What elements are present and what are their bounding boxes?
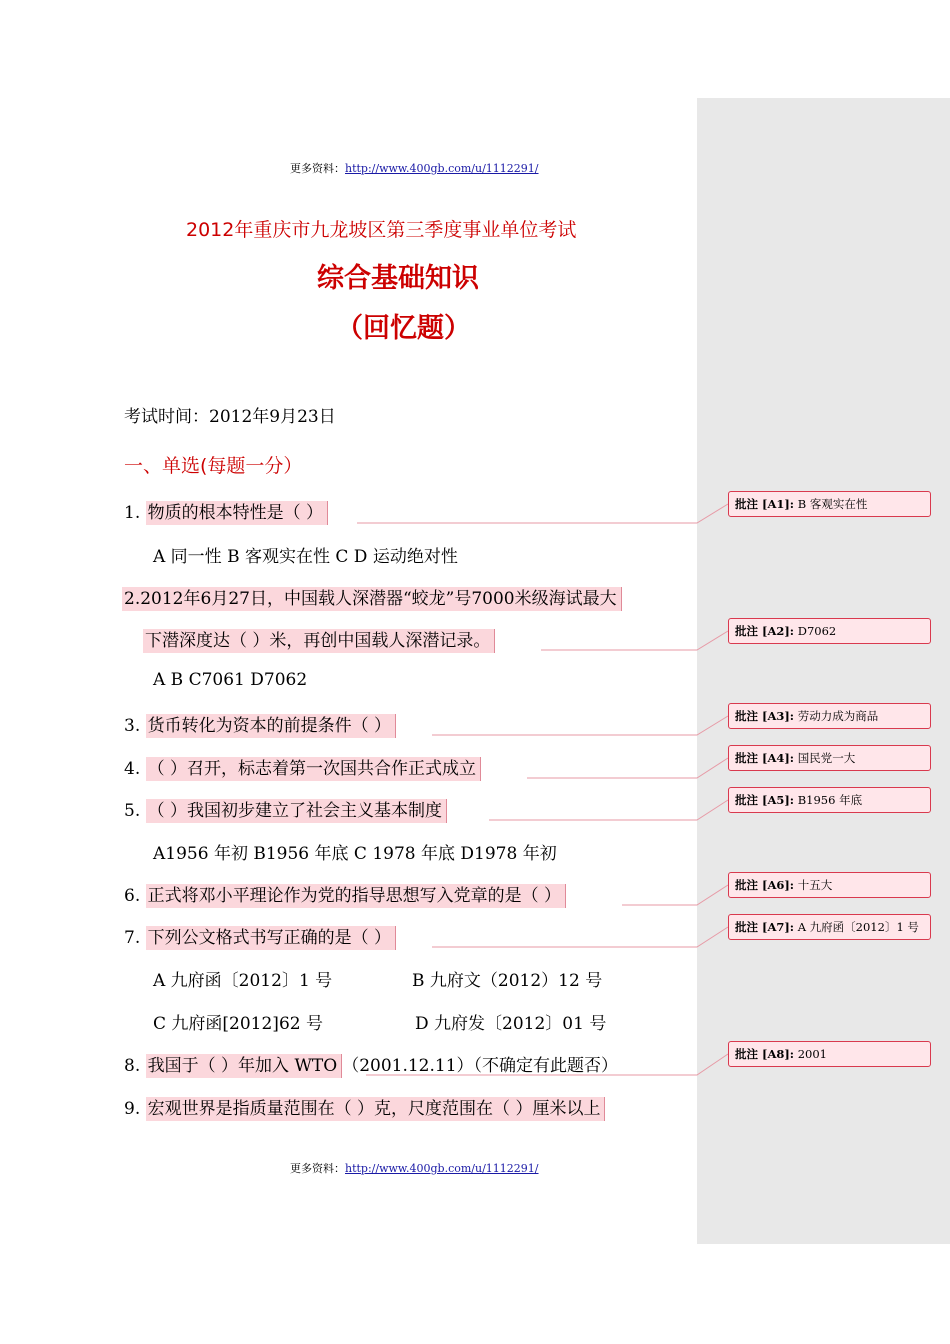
comment-margin bbox=[697, 98, 950, 1244]
question-9 bbox=[124, 1094, 605, 1119]
question-text[interactable]: 物质的根本特性是（ ） bbox=[146, 501, 328, 525]
question-number: 6. bbox=[124, 886, 141, 906]
title-line-3: （回忆题） bbox=[336, 313, 471, 344]
question-8 bbox=[124, 1051, 618, 1076]
question-number: 2. bbox=[124, 589, 141, 609]
question-text[interactable]: （ ）召开，标志着第一次国共合作正式成立 bbox=[146, 757, 481, 781]
comment-label: 批注 [A4]: bbox=[735, 751, 795, 765]
comment-label: 批注 [A7]: bbox=[735, 920, 795, 934]
comment-label: 批注 [A8]: bbox=[735, 1047, 795, 1061]
question-2 bbox=[124, 584, 622, 609]
question-number: 9. bbox=[124, 1099, 141, 1119]
comment-a8[interactable] bbox=[728, 1041, 931, 1067]
comment-text: 2001 bbox=[797, 1047, 827, 1061]
comment-label: 批注 [A6]: bbox=[735, 878, 795, 892]
question-3 bbox=[124, 711, 396, 736]
connector-a7 bbox=[432, 927, 728, 947]
question-number: 7. bbox=[124, 928, 141, 948]
question-number: 4. bbox=[124, 759, 141, 779]
title-line-1: 2012年重庆市九龙坡区第三季度事业单位考试 bbox=[186, 219, 577, 241]
comment-text: D7062 bbox=[797, 624, 837, 638]
question-number: 3. bbox=[124, 716, 141, 736]
comment-label: 批注 [A3]: bbox=[735, 709, 795, 723]
question-text-line2[interactable]: 下潜深度达（ ）米，再创中国载人深潜记录。 bbox=[143, 629, 495, 653]
comment-a6[interactable] bbox=[728, 872, 931, 898]
question-text[interactable]: （ ）我国初步建立了社会主义基本制度 bbox=[146, 799, 447, 823]
comment-text: 劳动力成为商品 bbox=[797, 709, 879, 723]
question-6 bbox=[124, 881, 566, 906]
q5-options: A1956 年初 B1956 年底 C 1978 年底 D1978 年初 bbox=[153, 844, 557, 864]
question-number: 8. bbox=[124, 1056, 141, 1076]
q2-options: A B C7061 D7062 bbox=[153, 670, 308, 690]
q7-option-a: A 九府函〔2012〕1 号 bbox=[153, 971, 333, 991]
question-note: （2001.12.11）（不确定有此题否） bbox=[342, 1056, 619, 1076]
question-5 bbox=[124, 796, 447, 821]
question-1 bbox=[124, 498, 328, 523]
footer-link[interactable]: http://www.400gb.com/u/1112291/ bbox=[345, 1162, 539, 1175]
comment-a3[interactable] bbox=[728, 703, 931, 729]
question-number: 1. bbox=[124, 503, 141, 523]
connector-a5 bbox=[489, 800, 728, 820]
connector-a1 bbox=[357, 504, 728, 523]
question-4 bbox=[124, 754, 481, 779]
question-text[interactable]: 货币转化为资本的前提条件（ ） bbox=[146, 714, 396, 738]
comment-text: A 九府函〔2012〕1 号 bbox=[797, 920, 919, 934]
comment-label: 批注 [A5]: bbox=[735, 793, 795, 807]
comment-a4[interactable] bbox=[728, 745, 931, 771]
q1-options: A 同一性 B 客观实在性 C D 运动绝对性 bbox=[153, 547, 458, 567]
connector-a3 bbox=[432, 716, 728, 735]
question-number: 5. bbox=[124, 801, 141, 821]
exam-time: 考试时间：2012年9月23日 bbox=[124, 407, 336, 427]
footer-line bbox=[290, 1160, 539, 1176]
comment-text: B1956 年底 bbox=[797, 793, 863, 807]
comment-a7[interactable] bbox=[728, 914, 931, 940]
q7-option-b: B 九府文（2012）12 号 bbox=[412, 971, 603, 991]
footer-label: 更多资料： bbox=[290, 1162, 345, 1175]
question-text[interactable] bbox=[122, 587, 622, 611]
comment-a1[interactable] bbox=[728, 491, 931, 517]
comment-text: B 客观实在性 bbox=[797, 497, 868, 511]
section-title: 一、单选(每题一分） bbox=[124, 455, 303, 477]
comment-text: 十五大 bbox=[797, 878, 833, 892]
question-text[interactable]: 宏观世界是指质量范围在（ ）克，尺度范围在（ ）厘米以上 bbox=[146, 1097, 606, 1121]
header-label: 更多资料： bbox=[290, 162, 345, 175]
header-link[interactable]: http://www.400gb.com/u/1112291/ bbox=[345, 162, 539, 175]
comment-a2[interactable] bbox=[728, 618, 931, 644]
q7-option-c: C 九府函[2012]62 号 bbox=[153, 1014, 323, 1034]
comment-label: 批注 [A1]: bbox=[735, 497, 795, 511]
comment-label: 批注 [A2]: bbox=[735, 624, 795, 638]
comment-a5[interactable] bbox=[728, 787, 931, 813]
question-text[interactable]: 下列公文格式书写正确的是（ ） bbox=[146, 926, 396, 950]
q7-option-d: D 九府发〔2012〕01 号 bbox=[415, 1014, 607, 1034]
comment-text: 国民党一大 bbox=[797, 751, 856, 765]
question-text[interactable]: 我国于（ ）年加入 WTO bbox=[146, 1054, 343, 1078]
question-text[interactable]: 正式将邓小平理论作为党的指导思想写入党章的是（ ） bbox=[146, 884, 566, 908]
question-text-line1: 2012年6月27日，中国载人深潜器“蛟龙”号7000米级海试最大 bbox=[140, 589, 617, 609]
header-line bbox=[290, 160, 539, 176]
question-2-line-2 bbox=[143, 626, 495, 651]
title-line-2: 综合基础知识 bbox=[317, 263, 479, 294]
question-7 bbox=[124, 923, 396, 948]
